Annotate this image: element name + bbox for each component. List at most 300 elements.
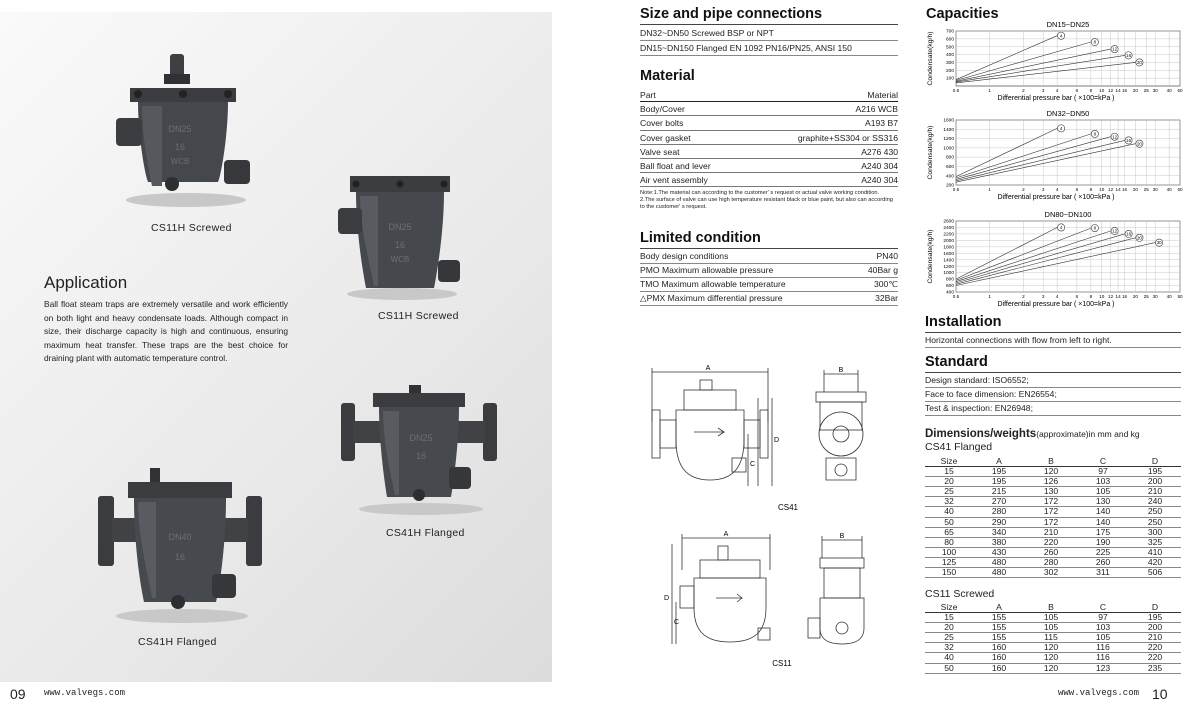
material-header [640,88,898,102]
y-tick-label: 400 [945,290,954,296]
x-tick-label: 14 [1115,88,1121,93]
x-tick-label: 20 [1132,88,1138,93]
condition-value: 32Bar [875,293,898,303]
column-header: Size [925,457,973,467]
table-cell: 175 [1077,527,1129,537]
material-header-part: Part [640,90,656,100]
table-row [925,633,1181,643]
cs41-drawing-label: CS41 [777,503,799,512]
part-material: graphite+SS304 or SS316 [797,132,898,143]
x-tick-label: 6 [1075,88,1079,93]
y-tick-label: 1200 [943,137,954,143]
capacity-chart-1 [926,18,1182,108]
condition-row [640,279,898,289]
y-axis-label: Condensate(kg/h) [927,31,934,86]
part-material: A276 430 [861,146,898,157]
table-cell: 200 [1129,477,1181,487]
y-tick-label: 700 [945,29,954,35]
column-header: Size [925,603,973,613]
caption-cs41h-2: CS41H Flanged [138,636,217,648]
size-line-1: DN32~DN50 Screwed BSP or NPT [640,28,774,38]
condition-label: △PMX Maximum differential pressure [640,293,783,303]
dim-d-label: D [774,437,780,444]
series-label: 20 [1136,141,1142,147]
table-cell: 220 [1129,643,1181,653]
table-cell: 195 [973,477,1025,487]
table-cell: 155 [973,613,1025,623]
casting-pressure-mark: 16 [174,552,186,562]
y-tick-label: 1600 [943,251,954,257]
x-tick-label: 16 [1122,88,1128,93]
part-name: Cover bolts [640,118,684,129]
y-tick-label: 1000 [943,271,954,277]
page-number-left: 09 [10,686,26,702]
table-cell: 210 [1129,487,1181,497]
table-row [925,467,1181,477]
x-tick-label: 50 [1177,88,1183,93]
series-label: 4 [1059,225,1063,231]
table-cell: 380 [973,537,1025,547]
table-cell: 172 [1025,497,1077,507]
series-label: 8 [1093,39,1097,45]
website-right[interactable]: www.valvegs.com [1058,688,1140,698]
x-tick-label: 12 [1108,187,1114,192]
divider [640,248,898,249]
capacity-chart-2 [926,108,1182,206]
table-cell: 155 [973,633,1025,643]
column-header: A [973,603,1025,613]
table-cell: 195 [1129,467,1181,477]
table-cell: 40 [925,653,973,663]
casting-size-mark: DN40 [168,532,192,542]
x-tick-label: 1 [988,187,991,192]
x-tick-label: 1 [988,294,991,299]
cs41h-photo-2 [94,466,266,626]
x-tick-label: 0.5 [952,294,960,299]
table-cell: 270 [973,497,1025,507]
y-tick-label: 800 [945,277,954,283]
table-cell: 20 [925,477,973,487]
table-cell: 40 [925,507,973,517]
casting-material-mark: WCB [390,255,410,264]
x-tick-label: 50 [1177,187,1183,192]
material-row [640,145,898,159]
table-cell: 116 [1077,653,1129,663]
series-label: 20 [1136,235,1142,241]
x-tick-label: 30 [1152,187,1158,192]
table-row [925,623,1181,633]
material-row [640,159,898,173]
divider [925,347,1181,348]
x-tick-label: 14 [1115,187,1121,192]
table-cell: 97 [1077,613,1129,623]
table-row [925,663,1181,673]
part-material: A216 WCB [855,104,898,115]
table-row [925,537,1181,547]
material-row [640,173,898,187]
y-tick-label: 1400 [943,258,954,264]
x-tick-label: 8 [1089,294,1093,299]
divider [640,277,898,278]
table-cell: 430 [973,547,1025,557]
series-label: 12 [1112,46,1118,52]
size-connections-title: Size and pipe connections [640,6,823,22]
y-axis-label: Condensate(kg/h) [927,125,934,180]
condition-row [640,293,898,304]
y-tick-label: 1800 [943,245,954,251]
part-material: A240 304 [861,160,898,171]
column-header: A [973,457,1025,467]
x-tick-label: 3 [1041,294,1045,299]
series-label: 8 [1093,225,1097,231]
dimensions-title: Dimensions/weights [925,428,1037,440]
part-name: Cover gasket [640,132,691,143]
table-cell: 260 [1025,547,1077,557]
x-tick-label: 20 [1132,187,1138,192]
table-cell: 100 [925,547,973,557]
series-line [956,231,1111,282]
casting-pressure-mark: 16 [394,240,406,250]
table-cell: 15 [925,467,973,477]
condition-row [640,265,898,275]
x-tick-label: 10 [1099,294,1105,299]
caption-cs41h-1: CS41H Flanged [386,527,465,539]
table-cell: 210 [1129,633,1181,643]
application-title: Application [44,273,128,292]
table-cell: 160 [973,653,1025,663]
table-row [925,557,1181,567]
table-cell: 123 [1077,663,1129,673]
standard-line: Test & inspection: EN26948; [925,403,1033,413]
table-row [925,507,1181,517]
table-cell: 120 [1025,663,1077,673]
table-cell: 50 [925,517,973,527]
table-cell: 160 [973,643,1025,653]
y-tick-label: 100 [945,76,954,82]
table-cell: 120 [1025,643,1077,653]
caption-cs11h-2: CS11H Screwed [378,310,459,322]
casting-size-mark: DN25 [409,433,433,443]
x-tick-label: 3 [1041,187,1045,192]
x-tick-label: 16 [1122,294,1128,299]
table-row [925,653,1181,663]
table-cell: 103 [1077,477,1129,487]
y-tick-label: 400 [945,53,954,59]
size-line-2: DN15~DN150 Flanged EN 1092 PN16/PN25, ANSI 150 [640,43,852,53]
table-row [925,527,1181,537]
table-cell: 105 [1077,487,1129,497]
x-tick-label: 0.5 [952,88,960,93]
divider [640,40,898,41]
x-axis-label: Differential pressure bar ( ×100=kPa ) [997,301,1115,308]
x-tick-label: 6 [1075,294,1079,299]
x-tick-label: 50 [1177,294,1183,299]
y-tick-label: 200 [945,68,954,74]
series-line [956,234,1125,283]
dim-b-label: B [839,533,845,540]
table-cell: 105 [1025,613,1077,623]
website-left[interactable]: www.valvegs.com [44,688,126,698]
table-row [925,477,1181,487]
series-label: 4 [1059,33,1063,39]
y-tick-label: 600 [945,165,954,171]
chart-title: DN80~DN100 [1044,210,1092,219]
divider [640,263,898,264]
table-cell: 140 [1077,517,1129,527]
cs11-drawing-label: CS11 [772,659,792,668]
y-tick-label: 1200 [943,264,954,270]
x-tick-label: 16 [1122,187,1128,192]
standard-line: Face to face dimension: EN26554; [925,389,1057,399]
x-tick-label: 40 [1166,294,1172,299]
y-tick-label: 1400 [943,127,954,133]
part-name: Valve seat [640,146,680,157]
dim-b-label: B [838,367,844,374]
table-cell: 506 [1129,568,1181,578]
y-tick-label: 400 [945,174,954,180]
table-cell: 325 [1129,537,1181,547]
y-tick-label: 300 [945,61,954,67]
condition-value: 300℃ [874,279,898,289]
column-header: D [1129,603,1181,613]
cs11-dimension-table [925,603,1181,674]
part-material: A240 304 [861,175,898,186]
condition-label: PMO Maximum allowable pressure [640,265,774,275]
divider [925,372,1181,373]
y-tick-label: 2200 [943,232,954,238]
dimensions-heading [925,424,1140,442]
x-tick-label: 40 [1166,187,1172,192]
material-row [640,116,898,130]
dim-a-label: A [723,531,729,538]
series-label: 4 [1059,125,1063,131]
x-tick-label: 30 [1152,88,1158,93]
column-header: C [1077,457,1129,467]
part-name: Air vent assembly [640,175,708,186]
y-axis-label: Condensate(kg/h) [927,229,934,284]
dim-d-label: D [664,595,670,602]
table-cell: 195 [1129,613,1181,623]
dim-c-label: C [750,461,756,468]
table-cell: 103 [1077,623,1129,633]
table-cell: 250 [1129,507,1181,517]
table-cell: 65 [925,527,973,537]
table-cell: 340 [973,527,1025,537]
x-tick-label: 10 [1099,187,1105,192]
divider [925,332,1181,333]
table-cell: 115 [1025,633,1077,643]
capacity-chart-3 [926,207,1182,313]
x-tick-label: 25 [1143,294,1149,299]
table-cell: 155 [973,623,1025,633]
x-tick-label: 0.5 [952,187,960,192]
table-cell: 105 [1025,623,1077,633]
x-tick-label: 3 [1041,88,1045,93]
table-cell: 130 [1025,487,1077,497]
part-material: A193 B7 [865,118,898,129]
table-cell: 97 [1077,467,1129,477]
installation-title: Installation [925,314,1002,330]
casting-pressure-mark: 16 [415,451,427,461]
x-axis-label: Differential pressure bar ( ×100=kPa ) [997,194,1115,201]
table-cell: 80 [925,537,973,547]
chart-title: DN32~DN50 [1046,109,1090,118]
material-row [640,102,898,116]
table-cell: 190 [1077,537,1129,547]
table-cell: 125 [925,557,973,567]
cs41h-photo-1 [337,383,502,518]
dimensions-subtitle: (approximate)in mm and kg [1036,429,1140,439]
divider [640,291,898,292]
table-cell: 410 [1129,547,1181,557]
table-row [925,547,1181,557]
table-cell: 25 [925,633,973,643]
series-label: 30 [1156,240,1162,246]
y-tick-label: 600 [945,37,954,43]
condition-label: Body design conditions [640,251,729,261]
cs41-table-title: CS41 Flanged [925,441,993,453]
series-label: 20 [1136,60,1142,66]
limited-condition-title: Limited condition [640,230,761,246]
y-tick-label: 1000 [943,146,954,152]
condition-value: 40Bar g [867,265,898,275]
capacities-title: Capacities [926,6,999,22]
x-tick-label: 30 [1152,294,1158,299]
x-tick-label: 25 [1143,88,1149,93]
standard-title: Standard [925,354,988,370]
column-header: C [1077,603,1129,613]
material-title: Material [640,68,695,84]
table-cell: 130 [1077,497,1129,507]
divider [640,55,898,56]
table-cell: 420 [1129,557,1181,567]
table-cell: 105 [1077,633,1129,643]
chart-title: DN15~DN25 [1046,20,1090,29]
y-tick-label: 2000 [943,238,954,244]
table-cell: 140 [1077,507,1129,517]
casting-material-mark: WCB [170,157,190,166]
table-cell: 195 [973,467,1025,477]
part-name: Ball float and lever [640,160,711,171]
cs41-technical-drawing [640,362,890,514]
series-label: 12 [1112,134,1118,140]
table-cell: 235 [1129,663,1181,673]
installation-text: Horizontal connections with flow from left to right. [925,335,1112,345]
table-cell: 200 [1129,623,1181,633]
standard-line: Design standard: ISO6552; [925,375,1029,385]
divider [640,305,898,306]
table-cell: 250 [1129,517,1181,527]
x-axis-label: Differential pressure bar ( ×100=kPa ) [997,95,1115,102]
table-cell: 172 [1025,507,1077,517]
x-tick-label: 6 [1075,187,1079,192]
material-header-material: Material [867,90,898,100]
table-cell: 302 [1025,568,1077,578]
cs41-dimension-table [925,457,1181,578]
cs11-table-title: CS11 Screwed [925,588,995,600]
x-tick-label: 4 [1055,187,1059,192]
casting-size-mark: DN25 [388,222,412,232]
cs11h-photo-1 [108,50,258,210]
x-tick-label: 2 [1022,88,1025,93]
condition-value: PN40 [876,251,898,261]
table-row [925,497,1181,507]
x-tick-label: 2 [1022,187,1025,192]
series-label: 8 [1093,131,1097,137]
x-tick-label: 4 [1055,88,1059,93]
table-cell: 126 [1025,477,1077,487]
table-cell: 20 [925,623,973,633]
table-row [925,613,1181,623]
material-note-2: 2.The surface of valve can use high temperature resistant black or blue paint, but also can according to the customer' s request. [640,196,893,210]
table-cell: 32 [925,643,973,653]
table-cell: 300 [1129,527,1181,537]
x-tick-label: 12 [1108,294,1114,299]
column-header: D [1129,457,1181,467]
column-header: B [1025,457,1077,467]
table-cell: 215 [973,487,1025,497]
material-note [640,190,898,210]
series-label: 12 [1112,228,1118,234]
table-cell: 480 [973,557,1025,567]
application-text: Ball float steam traps are extremely versatile and work efficiently on both light and heavy condensate loads. Although compact in size, their discharge capacity is high and continuous, ensuring maximum heat transfer. These traps are the best choice for draining plant with automatic temperature control. [44,299,288,364]
table-cell: 280 [1025,557,1077,567]
table-cell: 240 [1129,497,1181,507]
condition-label: TMO Maximum allowable temperature [640,279,786,289]
table-cell: 210 [1025,527,1077,537]
y-tick-label: 1600 [943,118,954,124]
table-cell: 32 [925,497,973,507]
table-cell: 260 [1077,557,1129,567]
series-line [956,49,1111,81]
y-tick-label: 2400 [943,226,954,232]
divider [925,415,1181,416]
cs11-technical-drawing [660,530,890,672]
series-line [956,238,1135,284]
casting-size-mark: DN25 [168,124,192,134]
y-tick-label: 600 [945,284,954,290]
x-tick-label: 10 [1099,88,1105,93]
series-line [956,140,1125,180]
y-tick-label: 500 [945,45,954,51]
dim-c-label: C [674,619,680,626]
column-header: B [1025,603,1077,613]
table-cell: 280 [973,507,1025,517]
table-row [925,643,1181,653]
caption-cs11h-1: CS11H Screwed [151,222,232,234]
series-label: 16 [1126,52,1132,58]
table-cell: 120 [1025,467,1077,477]
x-tick-label: 4 [1055,294,1059,299]
table-cell: 116 [1077,643,1129,653]
table-cell: 290 [973,517,1025,527]
x-tick-label: 40 [1166,88,1172,93]
table-cell: 172 [1025,517,1077,527]
series-line [956,137,1111,180]
x-tick-label: 14 [1115,294,1121,299]
table-cell: 50 [925,663,973,673]
table-cell: 120 [1025,653,1077,663]
y-tick-label: 800 [945,155,954,161]
table-cell: 220 [1025,537,1077,547]
material-note-1: Note:1.The material can according to the customer' s request or actual valve working condition. [640,190,880,196]
series-label: 16 [1126,138,1132,144]
casting-pressure-mark: 16 [174,142,186,152]
cs11h-photo-2 [332,168,467,303]
x-tick-label: 12 [1108,88,1114,93]
material-row [640,131,898,145]
condition-row [640,251,898,261]
